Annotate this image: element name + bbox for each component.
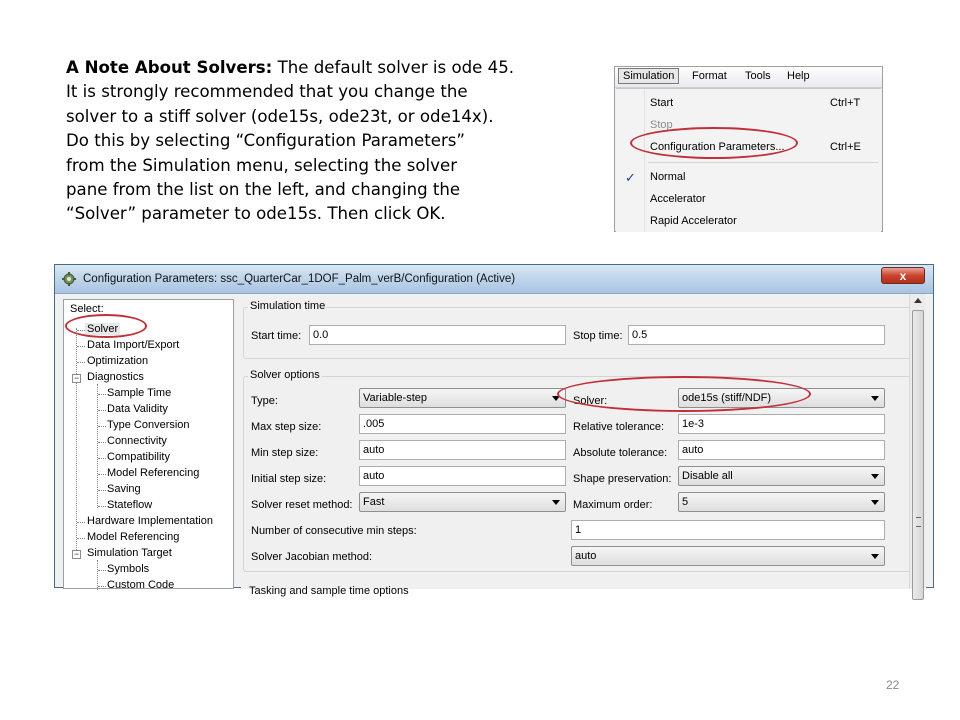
tree-connector [98,474,106,475]
chevron-down-icon [871,396,879,401]
tree-connector [77,346,85,347]
grip-icon [916,517,921,527]
shortcut-configuration-parameters: Ctrl+E [830,141,861,153]
solver-options-title: Solver options [250,369,320,381]
tree-item-model-referencing[interactable]: Model Referencing [87,531,180,543]
page-number: 22 [886,678,900,692]
note-line-6: pane from the list on the left, and changing the [66,180,461,200]
dialog-titlebar[interactable] [55,265,933,294]
solver-jacobian-label: Solver Jacobian method: [251,551,373,563]
tree-connector [98,426,106,427]
scrollbar-thumb[interactable] [912,310,924,600]
menu-item-normal[interactable]: Normal [650,171,686,183]
type-select[interactable] [359,388,566,408]
start-time-input[interactable]: 0.0 [309,325,566,345]
min-step-input[interactable]: auto [359,440,566,460]
tree-item-diagnostics[interactable]: Diagnostics [87,371,144,383]
menu-item-stop[interactable]: Stop [650,119,673,131]
solver-reset-label: Solver reset method: [251,499,353,511]
shortcut-start: Ctrl+T [830,97,861,109]
close-button[interactable]: x [881,267,925,284]
tree-item-saving[interactable]: Saving [107,483,141,495]
tasking-options-title: Tasking and sample time options [249,585,409,597]
menu-item-configuration-parameters[interactable]: Configuration Parameters... [650,141,785,153]
start-time-label: Start time: [251,330,302,342]
menu-gutter [616,89,645,232]
chevron-down-icon [552,500,560,505]
tree-connector [98,410,106,411]
max-step-input[interactable]: .005 [359,414,566,434]
simulation-dropdown [616,88,881,232]
tree-item-simulation-target[interactable]: Simulation Target [87,547,172,559]
note-line-4: Do this by selecting “Configuration Parameters” [66,131,466,151]
shape-preservation-label: Shape preservation: [573,473,672,485]
dialog-title: Configuration Parameters: ssc_QuarterCar_1DOF_Palm_verB/Configuration (Active) [83,273,516,285]
type-label: Type: [251,395,278,407]
menu-item-rapid-accelerator[interactable]: Rapid Accelerator [650,215,737,227]
vertical-scrollbar[interactable] [909,294,926,588]
solver-reset-select[interactable] [359,492,566,512]
tree-item-data-validity[interactable]: Data Validity [107,403,168,415]
tree-item-hardware-implementation[interactable]: Hardware Implementation [87,515,213,527]
solver-select-highlight-ellipse [557,376,811,412]
relative-tolerance-input[interactable]: 1e-3 [678,414,885,434]
solver-select-value: ode15s (stiff/NDF) [682,392,772,404]
note-line-5: from the Simulation menu, selecting the solver [66,155,458,175]
type-select-value: Variable-step [363,392,427,404]
tree-connector [98,570,106,571]
simulation-time-title: Simulation time [250,300,326,312]
solver-note [66,56,596,227]
note-line-2: It is strongly recommended that you change the [66,82,468,102]
chevron-down-icon [871,500,879,505]
tree-connector [98,442,106,443]
stop-time-label: Stop time: [573,330,623,342]
menu-item-accelerator[interactable]: Accelerator [650,193,706,205]
scroll-up-icon[interactable] [914,298,922,303]
tree-connector [77,362,85,363]
tree-item-compatibility[interactable]: Compatibility [107,451,170,463]
tree-connector [98,458,106,459]
menu-tools[interactable]: Tools [745,70,771,82]
tree-select-label: Select: [70,303,104,315]
menu-help[interactable]: Help [787,70,810,82]
shape-preservation-value: Disable all [682,470,733,482]
shape-preservation-select[interactable] [678,466,885,486]
tree-item-connectivity[interactable]: Connectivity [107,435,167,447]
tree-item-custom-code[interactable]: Custom Code [107,579,175,591]
maximum-order-value: 5 [682,496,689,508]
menu-simulation[interactable]: Simulation [618,68,679,84]
settings-tree [63,299,234,589]
menu-highlight-ellipse [630,127,798,159]
menu-item-start[interactable]: Start [650,97,674,109]
tree-connector [98,586,106,587]
maximum-order-select[interactable] [678,492,885,512]
min-step-label: Min step size: [251,447,319,459]
absolute-tolerance-input[interactable]: auto [678,440,885,460]
checkmark-icon: ✓ [625,170,636,185]
consecutive-min-steps-input[interactable]: 1 [571,520,885,540]
tree-item-sample-time[interactable]: Sample Time [107,387,172,399]
menu-bar [615,67,882,88]
note-line-3: solver to a stiff solver (ode15s, ode23t, or ode14x). [66,106,494,126]
note-line-7: “Solver” parameter to ode15s. Then click OK. [66,204,446,224]
relative-tolerance-label: Relative tolerance: [573,421,665,433]
solver-reset-value: Fast [363,496,385,508]
tree-item-symbols[interactable]: Symbols [107,563,150,575]
collapse-icon[interactable]: − [73,549,80,559]
maximum-order-label: Maximum order: [573,499,653,511]
consecutive-min-steps-label: Number of consecutive min steps: [251,525,417,537]
chevron-down-icon [871,474,879,479]
absolute-tolerance-label: Absolute tolerance: [573,447,668,459]
collapse-icon[interactable]: − [73,373,80,383]
tree-item-model-referencing-diag[interactable]: Model Referencing [107,467,200,479]
solver-label: Solver: [573,395,608,407]
note-heading: A Note About Solvers: [66,58,273,77]
tree-connector [77,538,85,539]
menu-format[interactable]: Format [692,70,727,82]
tree-item-data-import-export[interactable]: Data Import/Export [87,339,180,351]
tree-connector [98,490,106,491]
initial-step-input[interactable]: auto [359,466,566,486]
tree-connector [77,522,85,523]
tree-item-solver[interactable]: Solver [87,323,119,335]
menu-separator [648,162,878,163]
tree-item-stateflow[interactable]: Stateflow [107,499,153,511]
solver-tree-highlight-ellipse [65,314,147,338]
tree-item-type-conversion[interactable]: Type Conversion [107,419,190,431]
solver-jacobian-select[interactable] [571,546,885,566]
max-step-label: Max step size: [251,421,322,433]
tree-item-optimization[interactable]: Optimization [87,355,149,367]
note-line-1: A Note About Solvers: The default solver is ode 45. [66,58,515,77]
configuration-parameters-dialog [54,264,934,597]
solver-pane [241,295,923,597]
tree-connector [98,506,106,507]
tree-connector [98,394,106,395]
solver-jacobian-value: auto [575,550,597,562]
chevron-down-icon [871,554,879,559]
stop-time-input[interactable]: 0.5 [628,325,885,345]
gear-icon [62,272,76,286]
initial-step-label: Initial step size: [251,473,327,485]
